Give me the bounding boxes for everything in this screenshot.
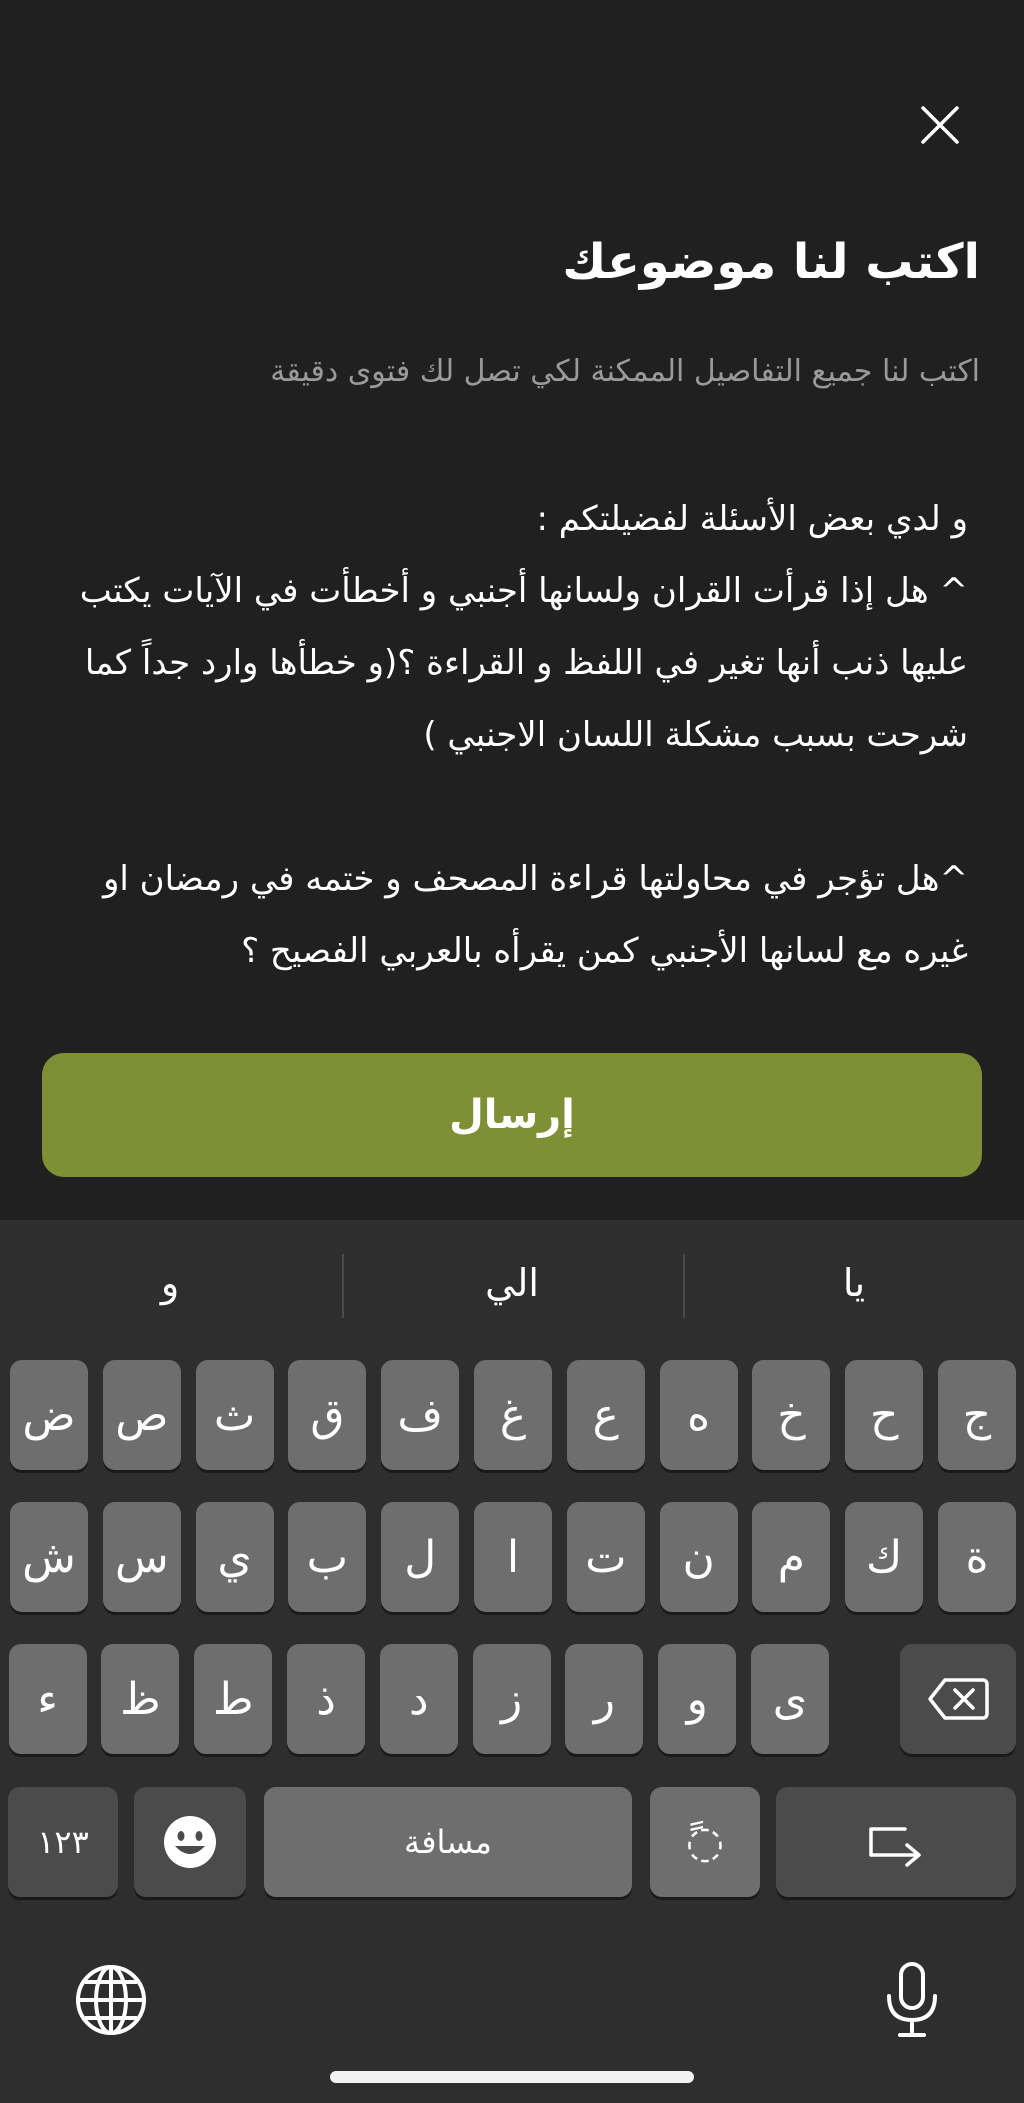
key-row2-2[interactable]: ك <box>845 1502 923 1612</box>
microphone-button[interactable] <box>872 1960 952 2040</box>
close-icon <box>915 100 965 150</box>
keyboard <box>0 1220 1024 2103</box>
key-row3-8[interactable]: ظ <box>101 1644 179 1754</box>
key-row1-1[interactable]: ج <box>938 1360 1016 1470</box>
microphone-icon <box>872 1960 952 2040</box>
key-row1-6[interactable]: غ <box>474 1360 552 1470</box>
key-row2-8[interactable]: ب <box>288 1502 366 1612</box>
backspace-icon <box>927 1677 989 1721</box>
key-row1-7[interactable]: ف <box>381 1360 459 1470</box>
key-row2-7[interactable]: ل <box>381 1502 459 1612</box>
key-row1-11[interactable]: ض <box>10 1360 88 1470</box>
globe-icon <box>71 1960 151 2040</box>
key-row3-6[interactable]: ذ <box>287 1644 365 1754</box>
key-row1-3[interactable]: خ <box>752 1360 830 1470</box>
key-row3-2[interactable]: و <box>658 1644 736 1754</box>
key-row3-1[interactable]: ى <box>751 1644 829 1754</box>
suggestion-item-1[interactable]: يا <box>842 1261 866 1305</box>
key-row3-4[interactable]: ز <box>473 1644 551 1754</box>
suggestion-divider <box>683 1254 685 1318</box>
page-title: اكتب لنا موضوعك <box>562 234 980 290</box>
diacritic-key[interactable]: ◌ً <box>650 1787 760 1897</box>
suggestion-item-3[interactable]: و <box>160 1261 180 1305</box>
suggestion-bar <box>0 1220 1024 1350</box>
key-row1-4[interactable]: ه <box>660 1360 738 1470</box>
key-row1-9[interactable]: ث <box>196 1360 274 1470</box>
key-row2-3[interactable]: م <box>752 1502 830 1612</box>
key-row2-5[interactable]: ت <box>567 1502 645 1612</box>
return-key[interactable] <box>776 1787 1016 1897</box>
key-row3-5[interactable]: د <box>380 1644 458 1754</box>
key-row1-5[interactable]: ع <box>567 1360 645 1470</box>
close-button[interactable] <box>915 100 965 150</box>
key-row2-4[interactable]: ن <box>660 1502 738 1612</box>
space-key[interactable]: مسافة <box>264 1787 632 1897</box>
key-row2-11[interactable]: ش <box>10 1502 88 1612</box>
key-row3-9[interactable]: ء <box>9 1644 87 1754</box>
key-row2-9[interactable]: ي <box>196 1502 274 1612</box>
key-row2-1[interactable]: ة <box>938 1502 1016 1612</box>
page-subtitle: اكتب لنا جميع التفاصيل الممكنة لكي تصل لك فتوى دقيقة <box>270 354 980 389</box>
key-row3-3[interactable]: ر <box>565 1644 643 1754</box>
home-indicator <box>330 2071 694 2083</box>
key-row2-6[interactable]: ا <box>474 1502 552 1612</box>
numbers-key[interactable]: ١٢٣ <box>8 1787 118 1897</box>
return-icon <box>865 1817 927 1867</box>
key-row3-7[interactable]: ط <box>194 1644 272 1754</box>
globe-button[interactable] <box>71 1960 151 2040</box>
emoji-key[interactable] <box>134 1787 246 1897</box>
submit-button[interactable]: إرسال <box>42 1053 982 1177</box>
message-textarea[interactable]: و لدي بعض الأسئلة لفضيلتكم : ^ هل إذا قرأت القران ولسانها أجنبي و أخطأت في الآيات يكتب عليها ذنب أنها تغير في اللفظ و القراءة ؟(و خطأها وارد جداً كما شرحت بسبب مشكلة اللسان الاجنبي ) ^هل تؤجر في محاولتها قراءة المصحف و ختمه في رمضان او غيره مع لسانها الأجنبي كمن يقرأه بالعربي الفصيح ؟ <box>79 499 968 971</box>
key-row2-10[interactable]: س <box>103 1502 181 1612</box>
backspace-key[interactable] <box>900 1644 1016 1754</box>
emoji-icon <box>162 1814 218 1870</box>
key-row1-2[interactable]: ح <box>845 1360 923 1470</box>
suggestion-item-2[interactable]: الي <box>485 1261 539 1305</box>
suggestion-divider <box>342 1254 344 1318</box>
key-row1-8[interactable]: ق <box>288 1360 366 1470</box>
key-row1-10[interactable]: ص <box>103 1360 181 1470</box>
